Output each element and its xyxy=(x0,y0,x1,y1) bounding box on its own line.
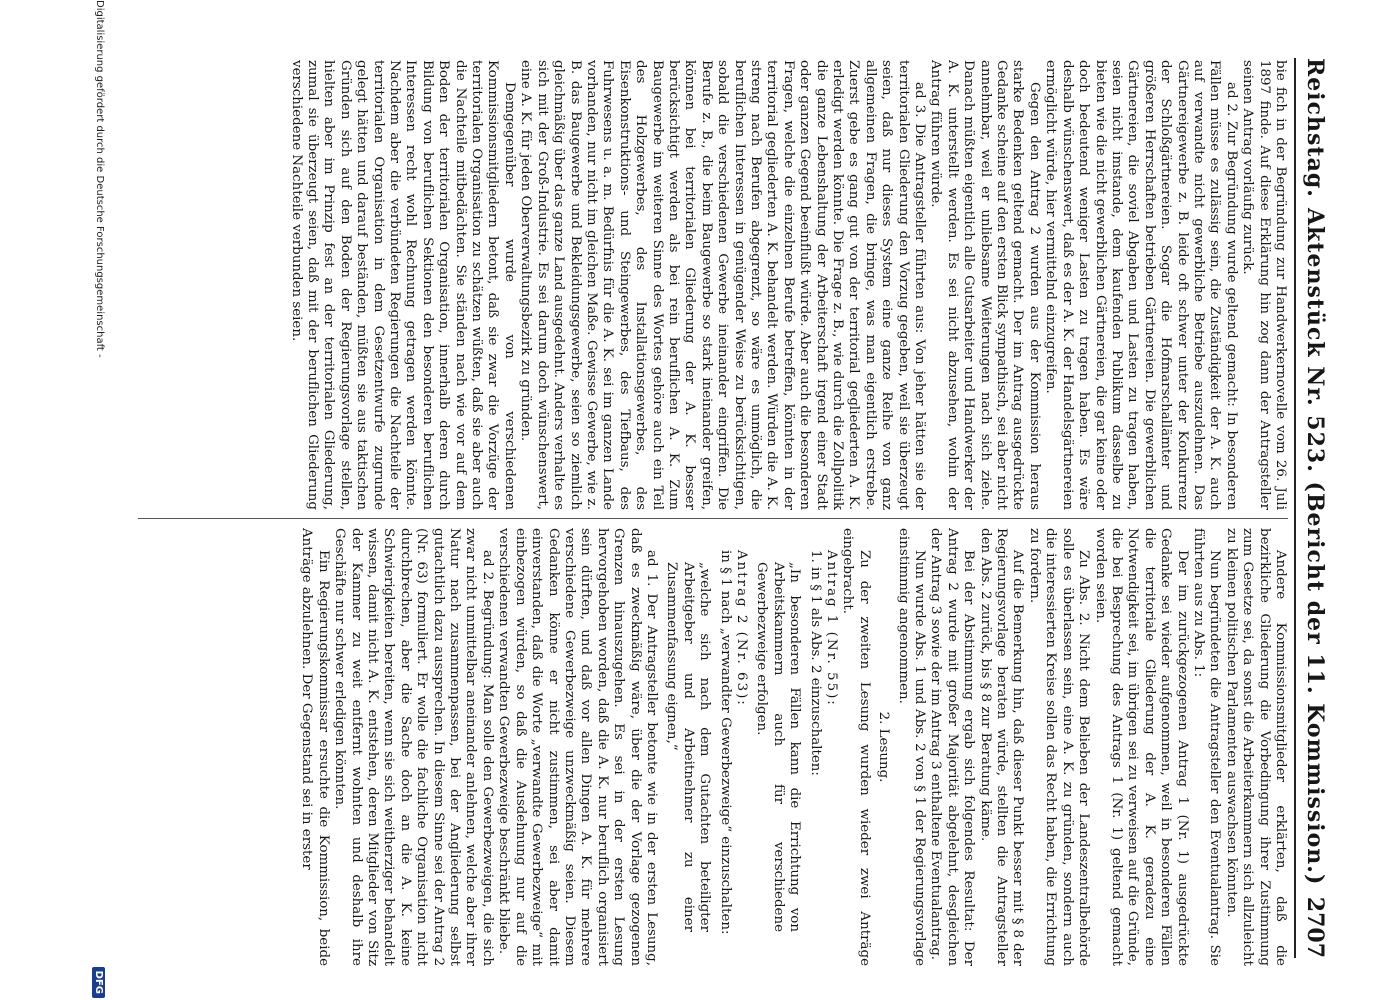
paragraph: Der im zurückgezogenen Antrag 1 (Nr. 1) ausgedrückte Gedanke sei wieder aufgenommen, weil in besonderen Fällen die territoriale Gliederung der A. K. geradezu eine Notwendigkeit sei, im übrigen sei zu verweisen auf die Gründe, die bei Besprechung des Antrags 1 (Nr. 1) geltend gemacht worden seien. xyxy=(1092,528,1190,966)
page-header xyxy=(1294,58,1332,958)
paragraph: Nun begründeten die Antragsteller den Eventualantrag. Sie führten aus zu Abs. 1: xyxy=(1190,528,1223,966)
paragraph: „welche sich nach dem Gutachten beteiligter Arbeitgeber und Arbeitnehmer zu einer Zusammenfassung eignen,“ xyxy=(664,562,713,932)
paragraph: Nun wurde Abs. 1 und Abs. 2 von § 1 der Regierungsvorlage einstimmig angenommen. xyxy=(895,528,928,966)
paragraph: „In besonderen Fällen kann die Errichtung von Arbeitskammern auch für verschiedene Gewerbezweige erfolgen. xyxy=(754,562,803,932)
paragraph: ad 2. Zur Begründung wurde geltend gemacht: In besonderen Fällen müsse es zulässig sein, die Zuständigkeit der A. K. auch auf verwandte nicht gewerbliche Betriebe auszudehnen. Das Gärtnereigewerbe z. B. leide oft schwer unter der Konkurrenz der Schloßgärtnereien. Sogar die Hofmarschallämter und größeren Herrschaften betrieben Gärtnereien. Die gewerblichen Gärtnereien, die soviel Abgaben und Lasten zu tragen haben, seien nicht imstande, dem kaufenden Publikum dasselbe zu bieten wie die nicht gewerblichen Gärtnereien, die gar keine oder doch bedeutend weniger Lasten zu tragen haben. Es wäre deshalb wünschenswert, daß es der A. K. der Handelsgärtnereien ermöglicht würde, hier vermittelnd einzugreifen. xyxy=(1043,60,1239,510)
paragraph: in § 1 nach „verwandter Gewerbezweige“ einzuschalten: xyxy=(717,550,733,935)
paragraph: Ein Regierungskommissar ersuchte die Kommission, beide Anträge abzulehnen. Der Gegenstand sei in erster xyxy=(299,528,331,966)
dfg-logo: DFG xyxy=(92,967,105,998)
paragraph: ad 3. Die Antragsteller führten aus: Von jeher hätten sie der territorialen Gliederung den Vorzug gegeben, weil sie überzeugt seien, daß nur dieses System eine ganze Reihe von ganz allgemeinen Fragen, die bringe, was man eigentlich erstrebe. Zuerst gebe es gang gut von der territorial gegliederten A. K. erledigt werden könnte. Die Frage z. B., wie durch die Zollpolitik die ganze Lebenshaltung der Arbeiterschaft irgend einer Stadt oder ganzen Gegend beeinflußt würde. Aber auch die besonderen Fragen, welche die einzelnen Berufe betreffen, könnten in der territorial gegliederten A. K. behandelt werden. Würden die A. K. streng nach Berufen abgegrenzt, so wäre es unmöglich, die beruflichen Interessen in genügender Weise zu berücksichtigen, sobald die verschiedenen Gewerbe ineinander eingriffen. Die Berufe z. B., die beim Baugewerbe so stark ineinander greifen, können bei territorialen Gliederung der A. K. besser berücksichtigt werden als bei rein beruflichen A. K. Zum Baugewerbe im weiteren Sinne des Wortes gehöre auch ein Teil des Holzgewerbes, des Installationsgewerbes, des Eisenkonstruktions- und Steingewerbes, des Tiefbaus, des Fuhrwesens u. a. m. Bedürfnis für die A. K. sei im ganzen Lande vorhanden, nur nicht im gleichen Maße. Gewisse Gewerbe, wie z. B. das Baugewerbe und Bekleidungsgewerbe, seien so ziemlich gleichmäßig über das ganze Land ausgedehnt. Anders verhalte es sich mit der Groß-Industrie. Es sei darum doch wünschenswert, eine A. K. für jeden Oberverwaltungsbezirk zu gründen. xyxy=(518,60,928,510)
paragraph: bie fich in der Begründung zur Handwerkernovelle vom 26. Juli 1897 finde. Auf diese Erklärung hin zog dann der Antragsteller seinen Antrag vorläufig zurück. xyxy=(1240,60,1288,510)
paragraph: Antrag 1 (Nr. 55): xyxy=(824,550,840,707)
paragraph: ad 1. Der Antragsteller betonte wie in der ersten Lesung, daß es zweckmäßig wäre, über die der Vorlage gezogenen Grenzen hinauszugehen. Es sei in der ersten Lesung hervorgehoben worden, daß die A. K. nur beruflich organisiert sein dürften, und daß vor allen Dingen A. K. für mehrere verschiedene Gewerbezweige unzweckmäßig seien. Diesem Gedanken könne er nicht zustimmen, sei aber damit einverstanden, daß die Worte „verwandte Gewerbezweige“ mit einbezogen würden, so daß die Ausdehnung nur auf die verschiedenen verwandten Gewerbezweige beschränkt bliebe. xyxy=(496,528,659,966)
paragraph: Zu der zweiten Lesung wurden wieder zwei Anträge eingebracht. xyxy=(840,528,872,966)
paragraph: Demgegenüber wurde von verschiedenen Kommissionsmitgliedern betont, daß sie zwar die Vorzüge der territorialen Organisation zu schätzen wüßten, daß sie aber auch die Nachteile mitbedächten. Sie ständen nach wie vor auf dem Boden der territorialen Organisation, innerhalb deren durch Bildung von beruflichen Sektionen den besonderen beruflichen Interessen recht wohl Rechnung getragen werden könnte. Nachdem aber die verbündeten Regierungen die Nachteile der territorialen Organisation in dem Gesetzentwurfe zugrunde gelegt hätten und darauf beständen, müßten sie aus taktischen Gründen sich auf den Boden der Regierungsvorlage stellen, hielten aber im Prinzip fest an der territorialen Gliederung, zumal sie überzeugt seien, daß mit der beruflichen Gliederung verschiedene Nachteile verbunden seien. xyxy=(288,60,517,510)
paragraph: Antrag 2 (Nr. 63): xyxy=(734,550,749,707)
paragraph: Zu Abs. 2. Nicht dem Belieben der Landeszentralbehörde solle es überlassen sein, eine A. K. zu gründen, sondern auch die interessierten Kreise sollen das Recht haben, die Errichtung zu fordern. xyxy=(1026,528,1092,966)
scanned-page xyxy=(90,0,1340,1000)
page-number: 2707 xyxy=(1302,896,1328,958)
paragraph: ad 2. Begründung: Man solle den Gewerbezweigen, die sich zwar nicht unmittelbar aneinander anlehnen, welche aber ihrer Natur nach zusammenpassen, bei der Angliederung selbst gutachtlich dazu aussprechen. In diesem Sinne sei der Antrag 2 (Nr. 63) formuliert. Er wolle die fachliche Organisation nicht durchbrechen, aber die Sache doch an die A. K. keine Schwierigkeiten bereiten, wenn sie sich weitherziger behandelt wissen, damit nicht A. K. entstehen, deren Mitglieder von Sitz der Kammer zu weit entfernt wohnten und deshalb ihre Geschäfte nur schwer erledigen könnten. xyxy=(332,528,495,966)
header-document-title: Aktenstück Nr. 523. (Bericht der 11. Kommission.) xyxy=(1302,208,1328,886)
header-reichstag: Reichstag. xyxy=(1302,58,1328,198)
footer-text: Digitalisierung gefördert durch die Deutsche Forschungsgemeinschaft - xyxy=(94,0,105,358)
paragraph: Andere Kommissionsmitglieder erklärten, daß die bezirkliche Gliederung die Vorbedingung ihrer Zustimmung zum Gesetze sei, da sonst die Arbeiterkammern sich allzuleicht zu kleinen politischen Parlamenten auswachsen könnten. xyxy=(1223,528,1288,966)
paragraph: Auf die Bemerkung hin, daß dieser Punkt besser mit § 8 der Regierungsvorlage beraten würde, stellten die Antragsteller den Abs. 2 zurück, bis § 8 zur Beratung käme. xyxy=(977,528,1026,966)
paragraph: Gegen den Antrag 2 wurden aus der Kommission heraus starke Bedenken geltend gemacht. Der im Antrag ausgedrückte Gedanke scheine auf den ersten Blick sympathisch, sei aber nicht annehmbar, weil er unliebsame Weiterungen nach sich ziehe. Danach müßten eigentlich alle Gutsarbeiter und Handwerker der A. K. unterstellt werden. Es sei nicht abzusehen, wohin der Antrag führen würde. xyxy=(928,60,1042,510)
paragraph: 2. Lesung. xyxy=(876,711,892,783)
column-divider xyxy=(138,518,1288,519)
left-column xyxy=(98,60,1288,510)
paragraph: Bei der Abstimmung ergab sich folgendes Resultat: Der Antrag 2 wurde mit großer Majorität abgelehnt, desgleichen der Antrag 3 sowie der im Antrag 3 enthaltene Eventualantrag. xyxy=(928,528,977,966)
paragraph: 1. in § 1 als Abs. 2 einzuschalten: xyxy=(807,550,823,776)
right-column xyxy=(98,528,1288,966)
